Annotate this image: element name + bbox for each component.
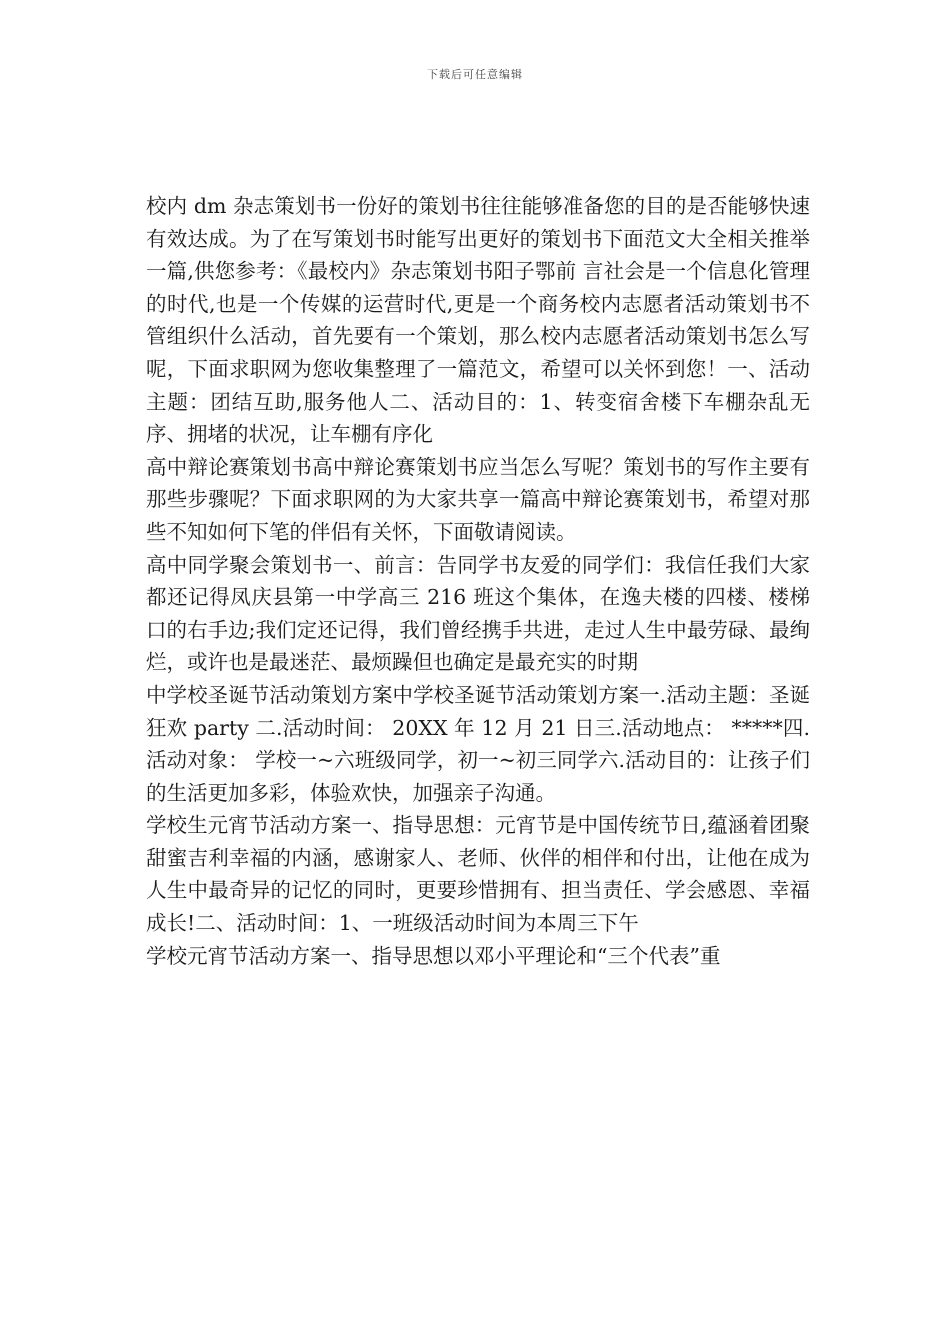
- paragraph-lantern-festival-plan-2: 学校元宵节活动方案一、指导思想以邓小平理论和“三个代表”重: [146, 943, 721, 968]
- header-note: 下载后可任意编辑: [427, 68, 523, 81]
- document-body: [146, 190, 810, 972]
- paragraph-debate-plan: 高中辩论赛策划书高中辩论赛策划书应当怎么写呢？策划书的写作主要有那些步骤呢？下面求职网的为大家共享一篇高中辩论赛策划书，希望对那些不知如何下笔的伴侣有关怀，下面敬请阅读。: [146, 454, 810, 544]
- paragraph-reunion-plan: 高中同学聚会策划书一、前言：告同学书友爱的同学们：我信任我们大家都还记得凤庆县第一中学高三 216 班这个集体，在逸夫楼的四楼、楼梯口的右手边;我们定还记得，我们曾经携手共进，走过人生中最劳碌、最绚烂，或许也是最迷茫、最烦躁但也确定是最充实的时期: [146, 552, 810, 675]
- paragraph-christmas-plan: 中学校圣诞节活动策划方案中学校圣诞节活动策划方案一.活动主题：圣诞狂欢 party 二.活动时间： 20XX 年 12 月 21 日三.活动地点： *****四.活动对象： 学校一~六班级同学，初一~初三同学六.活动目的：让孩子们的生活更加多彩，体验欢快，加强亲子沟通。: [146, 682, 810, 805]
- paragraph-lantern-festival-plan: 学校生元宵节活动方案一、指导思想：元宵节是中国传统节日,蕴涵着团聚甜蜜吉利幸福的内涵，感谢家人、老师、伙伴的相伴和付出，让他在成为人生中最奇异的记忆的同时，更要珍惜拥有、担当责任、学会感恩、幸福成长!二、活动时间：1、一班级活动时间为本周三下午: [146, 813, 810, 936]
- paragraph-campus-magazine: 校内 dm 杂志策划书一份好的策划书往往能够准备您的目的是否能够快速有效达成。为了在写策划书时能写出更好的策划书下面范文大全相关推举一篇,供您参考：《最校内》杂志策划书阳子鄂前 言社会是一个信息化管理的时代,也是一个传媒的运营时代,更是一个商务校内志愿者活动策划书不管组织什么活动，首先要有一个策划，那么校内志愿者活动策划书怎么写呢，下面求职网为您收集整理了一篇范文，希望可以关怀到您！一、活动主题：团结互助,服务他人二、活动目的：1、转变宿舍楼下车棚杂乱无序、拥堵的状况，让车棚有序化: [146, 194, 810, 447]
